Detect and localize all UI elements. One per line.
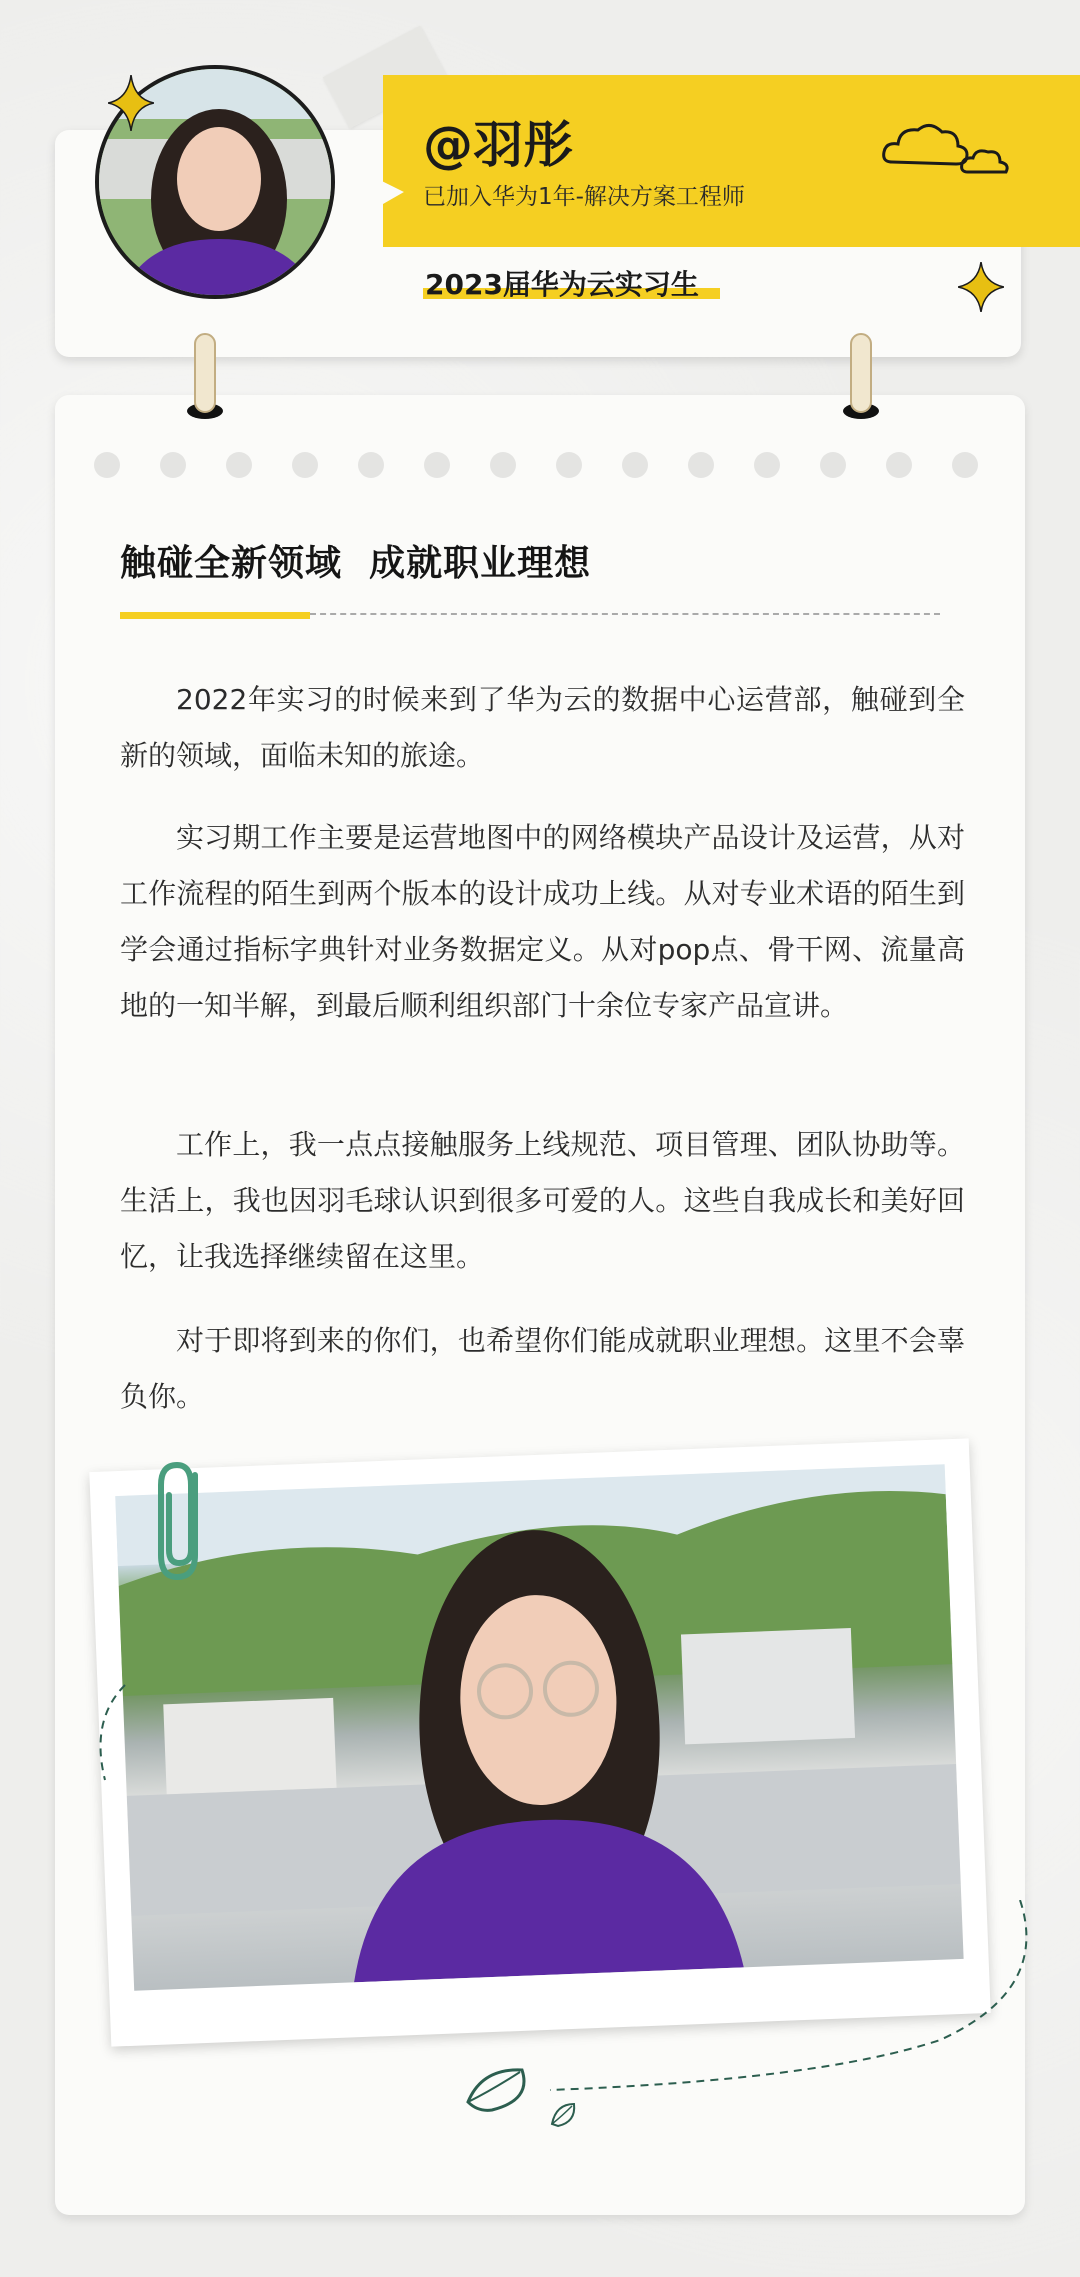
punch-hole (622, 452, 648, 478)
pin (194, 333, 216, 413)
punch-hole (688, 452, 714, 478)
pin (850, 333, 872, 413)
paragraph-4: 对于即将到来的你们，也希望你们能成就职业理想。这里不会辜负你。 (120, 1324, 965, 1413)
paperclip-icon (155, 1455, 215, 1585)
punch-hole (226, 452, 252, 478)
profile-role: 已加入华为1年-解决方案工程师 (423, 184, 745, 210)
paragraph-2: 实习期工作主要是运营地图中的网络模块产品设计及运营，从对工作流程的陌生到两个版本的设计成功上线。从对专业术语的陌生到学会通过指标字典针对业务数据定义。从对pop点、骨干网、流量高地的一知半解，到最后顺利组织部门十余位专家产品宣讲。 (120, 821, 965, 1022)
punch-hole (952, 452, 978, 478)
profile-name: @羽彤 (423, 116, 573, 174)
punch-hole (490, 452, 516, 478)
punch-hole (754, 452, 780, 478)
dashed-curve (520, 1900, 1040, 2110)
punch-hole (292, 452, 318, 478)
punch-hole (424, 452, 450, 478)
punch-hole (886, 452, 912, 478)
leaf-icon (462, 2060, 542, 2120)
punch-hole (556, 452, 582, 478)
section-title: 触碰全新领域 成就职业理想 (120, 543, 592, 584)
title-dashed-rule (310, 613, 940, 615)
sparkle-icon (108, 75, 154, 131)
intern-label: 2023届华为云实习生 (425, 268, 699, 301)
punch-hole (94, 452, 120, 478)
cloud-icon (880, 110, 1015, 180)
dashed-curve (85, 1680, 155, 1790)
title-underline (120, 612, 310, 619)
punch-hole (820, 452, 846, 478)
sparkle-icon (958, 262, 1004, 312)
punch-hole (160, 452, 186, 478)
punch-hole (358, 452, 384, 478)
leaf-icon (548, 2100, 578, 2130)
paragraph-3: 工作上，我一点点接触服务上线规范、项目管理、团队协助等。生活上，我也因羽毛球认识到很多可爱的人。这些自我成长和美好回忆，让我选择继续留在这里。 (120, 1128, 965, 1273)
paragraph-1: 2022年实习的时候来到了华为云的数据中心运营部，触碰到全新的领域，面临未知的旅途。 (120, 683, 965, 772)
